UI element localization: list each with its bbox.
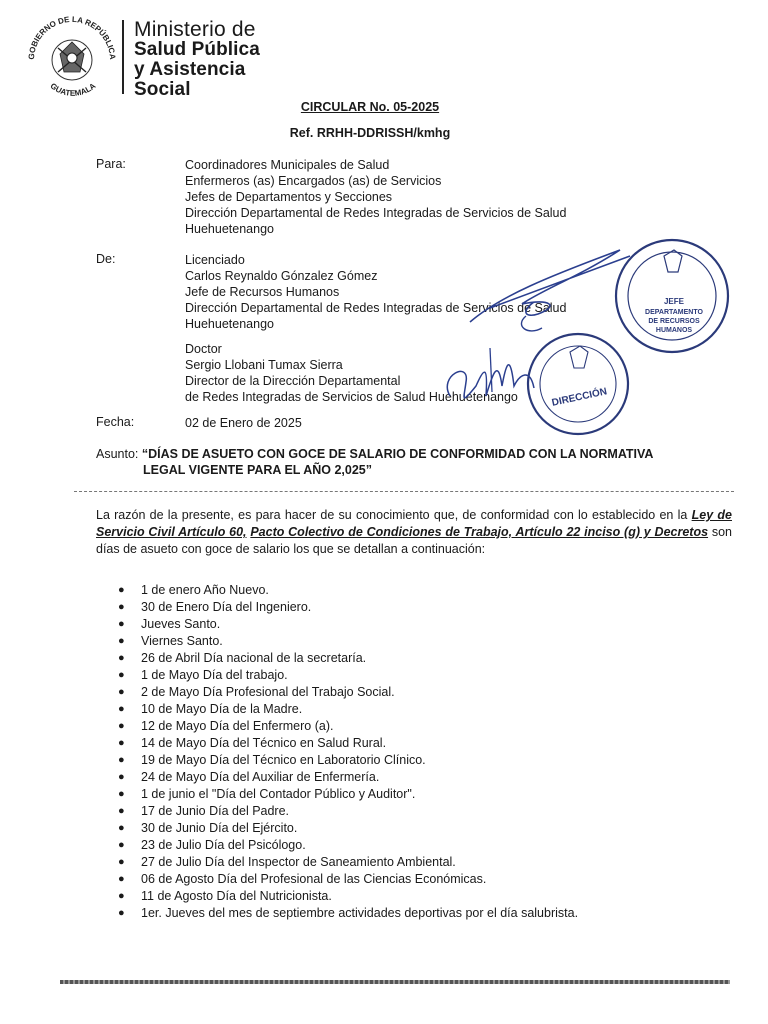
de-label: De:: [96, 252, 116, 266]
para-recipients: [185, 157, 566, 237]
holiday-text: 1 de enero Año Nuevo.: [141, 583, 269, 597]
holiday-text: 30 de Enero Día del Ingeniero.: [141, 600, 312, 614]
ministry-line-4: Social: [134, 79, 191, 100]
holiday-text: 19 de Mayo Día del Técnico en Laboratorio Clínico.: [141, 753, 426, 767]
holiday-item: [114, 769, 734, 786]
separator-line: [74, 491, 734, 492]
recipient-line: Dirección Departamental de Redes Integradas de Servicios de Salud: [185, 206, 567, 220]
sender-line: Doctor: [185, 342, 222, 356]
holiday-item: [114, 905, 734, 922]
sender-line: Jefe de Recursos Humanos: [185, 285, 340, 299]
holiday-item: [114, 701, 734, 718]
holiday-text: 14 de Mayo Día del Técnico en Salud Rural.: [141, 736, 387, 750]
holiday-item: [114, 650, 734, 667]
seal-text-bottom: GUATEMALA: [48, 81, 98, 98]
ministry-line-3: y Asistencia: [134, 59, 246, 80]
bullet-icon: ●: [118, 703, 125, 715]
bullet-icon: ●: [118, 856, 125, 868]
body-paragraph: [96, 507, 732, 558]
bullet-icon: ●: [118, 737, 125, 749]
holiday-text: 23 de Julio Día del Psicólogo.: [141, 838, 306, 852]
holiday-item: [114, 633, 734, 650]
bullet-icon: ●: [118, 788, 125, 800]
signatures-and-stamps: [430, 236, 730, 436]
bullet-icon: ●: [118, 669, 125, 681]
asunto-label: Asunto:: [96, 447, 139, 461]
holiday-item: [114, 888, 734, 905]
sender-line: Carlos Reynaldo Gónzalez Gómez: [185, 269, 378, 283]
holiday-text: 12 de Mayo Día del Enfermero (a).: [141, 719, 334, 733]
holiday-item: [114, 667, 734, 684]
recipient-line: Huehuetenango: [185, 222, 274, 236]
holiday-item: [114, 820, 734, 837]
bullet-icon: ●: [118, 839, 125, 851]
bullet-icon: ●: [118, 601, 125, 613]
signature-1-loop: [521, 316, 542, 331]
holiday-text: 2 de Mayo Día Profesional del Trabajo Social.: [141, 685, 395, 699]
holiday-text: 30 de Junio Día del Ejército.: [141, 821, 298, 835]
ministry-line-1: Ministerio de: [134, 18, 256, 41]
bullet-icon: ●: [118, 771, 125, 783]
bullet-icon: ●: [118, 890, 125, 902]
stamp-jefe-line-4: HUMANOS: [655, 327, 693, 334]
recipient-line: Jefes de Departamentos y Secciones: [185, 190, 393, 204]
bullet-icon: ●: [118, 805, 125, 817]
holiday-item: [114, 803, 734, 820]
holiday-item: [114, 871, 734, 888]
holiday-item: [114, 718, 734, 735]
holiday-text: 26 de Abril Día nacional de la secretaría.: [141, 651, 367, 665]
bullet-icon: ●: [118, 720, 125, 732]
stamp-jefe-line-2: DEPARTAMENTO: [645, 309, 703, 316]
fecha-value: 02 de Enero de 2025: [185, 416, 302, 430]
stamp-jefe-line-3: DE RECURSOS: [648, 318, 700, 325]
holiday-text: 17 de Junio Día del Padre.: [141, 804, 290, 818]
holiday-text: 1 de junio el "Día del Contador Público y Auditor".: [141, 787, 416, 801]
sender-line: Huehuetenango: [185, 317, 274, 331]
holiday-item: [114, 854, 734, 871]
bullet-icon: ●: [118, 652, 125, 664]
holiday-text: Jueves Santo.: [141, 617, 221, 631]
stamp-jefe-line-1: JEFE: [663, 297, 685, 306]
circular-number: CIRCULAR No. 05-2025: [300, 100, 440, 114]
circular-reference: Ref. RRHH-DDRISSH/kmhg: [289, 126, 451, 140]
holiday-list: [114, 582, 734, 922]
sender-line: Licenciado: [185, 253, 245, 267]
ministry-wordmark: [134, 20, 260, 100]
holiday-text: 06 de Agosto Día del Profesional de las Ciencias Económicas.: [141, 872, 487, 886]
subject: [96, 446, 676, 478]
holiday-item: [114, 786, 734, 803]
holiday-text: 27 de Julio Día del Inspector de Saneamiento Ambiental.: [141, 855, 456, 869]
stamp-direccion-text: DIRECCIÓN: [550, 386, 609, 409]
recipient-line: Enfermeros (as) Encargados (as) de Servicios: [185, 174, 442, 188]
holiday-item: [114, 599, 734, 616]
bullet-icon: ●: [118, 907, 125, 919]
law-reference-2: Pacto Colectivo de Condiciones de Trabajo, Artículo 22 inciso (g) y Decretos: [250, 525, 709, 539]
sender-line: Dirección Departamental de Redes Integradas de Servicios de Salud: [185, 301, 567, 315]
holiday-text: 24 de Mayo Día del Auxiliar de Enfermería.: [141, 770, 380, 784]
subject-line-2: LEGAL VIGENTE PARA EL AÑO 2,025”: [143, 463, 372, 477]
fecha-label: Fecha:: [96, 415, 135, 429]
holiday-item: [114, 616, 734, 633]
government-seal-logo: [20, 14, 124, 104]
bullet-icon: ●: [118, 635, 125, 647]
stamp-direccion: [528, 334, 628, 434]
sender-line: Director de la Dirección Departamental: [185, 374, 401, 388]
bullet-icon: ●: [118, 754, 125, 766]
holiday-item: [114, 837, 734, 854]
para-label: Para:: [96, 157, 126, 171]
law-reference-1: Ley de Servicio Civil Artículo 60,: [96, 508, 732, 539]
bullet-icon: ●: [118, 584, 125, 596]
bullet-icon: ●: [118, 873, 125, 885]
ministry-line-2: Salud Pública: [134, 39, 260, 60]
stamp-jefe-recursos-humanos: [616, 240, 728, 352]
holiday-item: [114, 684, 734, 701]
bullet-icon: ●: [118, 618, 125, 630]
recipient-line: Coordinadores Municipales de Salud: [185, 158, 390, 172]
holiday-item: [114, 735, 734, 752]
seal-text-top: GOBIERNO DE LA REPÚBLICA: [26, 14, 118, 60]
holiday-text: 1 de Mayo Día del trabajo.: [141, 668, 288, 682]
holiday-text: 10 de Mayo Día de la Madre.: [141, 702, 303, 716]
sender-line: de Redes Integradas de Servicios de Salud Huehuetenango: [185, 390, 518, 404]
svg-text:GUATEMALA: [49, 81, 98, 98]
holiday-item: [114, 582, 734, 599]
holiday-text: Viernes Santo.: [141, 634, 223, 648]
sender-line: Sergio Llobani Tumax Sierra: [185, 358, 343, 372]
holiday-text: 11 de Agosto Día del Nutricionista.: [141, 889, 332, 903]
holiday-text: 1er. Jueves del mes de septiembre actividades deportivas por el día salubrista.: [141, 906, 579, 920]
footer-rule: [60, 980, 730, 984]
body-outro: son días de asueto con goce de salario los que se detallan a continuación:: [96, 525, 732, 556]
body-intro: La razón de la presente, es para hacer de su conocimiento que, de conformidad con lo establecido en la: [96, 508, 688, 522]
signature-1: [470, 250, 630, 322]
header-divider: [122, 20, 124, 94]
bullet-icon: ●: [118, 822, 125, 834]
holiday-item: [114, 752, 734, 769]
bullet-icon: ●: [118, 686, 125, 698]
subject-line-1: “DÍAS DE ASUETO CON GOCE DE SALARIO DE CONFORMIDAD CON LA NORMATIVA: [141, 447, 654, 461]
